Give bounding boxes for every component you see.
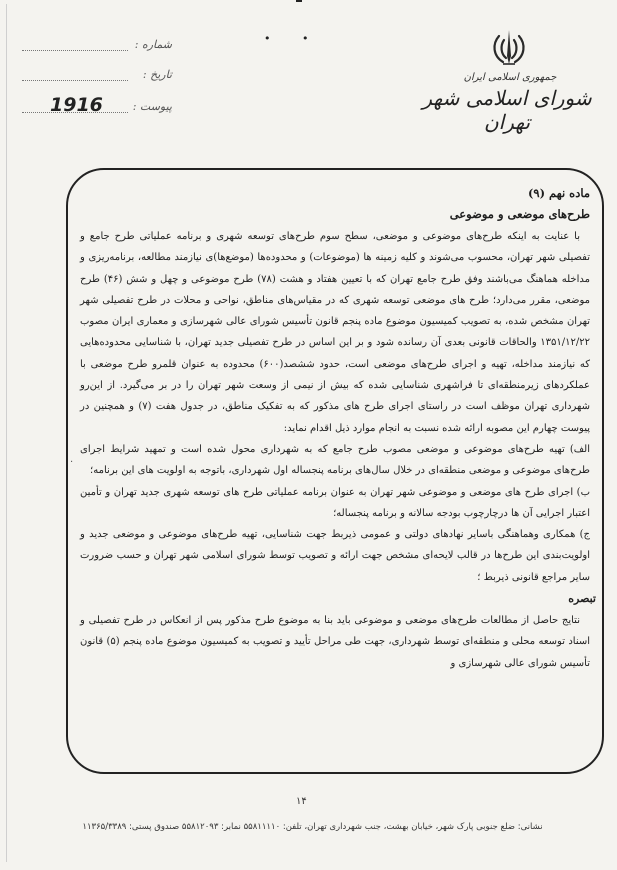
margin-mark: . bbox=[70, 454, 74, 465]
iran-emblem-icon bbox=[487, 26, 531, 70]
intro-paragraph: با عنایت به اینکه طرح‌های موضوعی و موضعی، سطح سوم طرح‌های توسعه شهری و برنامه عملیاتی طرح جامع و تفصیلی شهر تهران، محسوب می‌شوند و کلیه زمینه ها (موضوعات) و محدوده‌ها (موضع‌ها)ی نیازمند مطالعه، برنامه‌ریزی و مداخله هماهنگ می‌باشند وفق طرح جامع تهران که با تعیین هفتاد و هشت (۷۸) طرح موضوعی و چهل و شش (۴۶) طرح موضعی، مقرر می‌دارد؛ طرح های موضعی توسعه شهری که در مقیاس‌های مناطق، نواحی و محلات در طرح تفصیلی شهر تهران مشخص شده، به تصویب کمیسیون موضوع ماده پنجم قانون تأسیس شورای عالی شهرسازی و معماری ایران مصوب ۱۳۵۱/۱۲/۲۲ والحاقات قانونی بعدی آن رسانده شود و بر این اساس در طرح تفصیلی جدید تهران، با شناسایی محدوده‌هایی که نیازمند مداخله، تهیه و اجرای طرح‌های موضعی است، حدود ششصد(۶۰۰) محدوده به عنوان قلمرو طرح موضعی با عملکردهای زیرمنطقه‌ای تا فراشهری شناسایی شده که بیش از نیمی از وسعت شهر تهران را در بر می‌گیرد. از این‌رو شهرداری تهران موظف است در راستای اجرای طرح های مذکور که به تفکیک مناطق، در جدول هفت (۷) و همچنین در پیوست چهارم این مصوبه ارائه شده نسبت به انجام موارد ذیل اقدام نماید: bbox=[80, 231, 590, 434]
country-title: جمهوری اسلامی ایران bbox=[463, 72, 557, 83]
date-field bbox=[22, 68, 172, 88]
note-paragraph: نتایج حاصل از مطالعات طرح‌های موضعی و موضوعی باید بنا به موضوع طرح مذکور پس از انعکاس در طرح تفصیلی و اسناد توسعه محلی و منطقه‌ای توسط شهرداری، جهت طی مراحل تأیید و تصویب به کمیسیون موضوع ماده پنجم (۵) قانون تأسیس شورای عالی شهرسازی و bbox=[80, 615, 591, 669]
article-title: ماده نهم (۹) bbox=[527, 186, 590, 200]
article-body bbox=[80, 180, 596, 674]
ref-number-label: شماره : bbox=[134, 38, 172, 51]
decorative-dots: • • bbox=[264, 32, 323, 45]
footer-address: نشانی: ضلع جنوبی پارک شهر، خیابان بهشت، جنب شهرداری تهران، تلفن: ۵۵۸۱۱۱۱۰ نمابر: ۵۵۸۱۲۰۹۳ صندوق پستی: ۱۱۳۶۵/۳۳۸۹ bbox=[82, 822, 543, 832]
page-number: ۱۴ bbox=[296, 796, 307, 807]
item-b: ب) اجرای طرح های موضعی و موضوعی شهر تهران به عنوان برنامه عملیاتی طرح های توسعه شهری جدید تهران و تأمین اعتبار اجرایی آن ها درچارچوب بودجه سالانه و برنامه پنجساله؛ bbox=[80, 486, 590, 519]
ref-number-field bbox=[22, 38, 172, 58]
attachment-label: پیوست : bbox=[132, 100, 172, 113]
item-a: الف) تهیه طرح‌های موضوعی و موضعی مصوب طرح جامع که به شهرداری محول شده است و تمهید شرایط اجرای طرح‌های موضوعی و موضعی منطقه‌ای در خلال سال‌های برنامه پنجساله اول شهرداری، باتوجه به اولویت های این برنامه؛ bbox=[80, 443, 590, 477]
item-c: ج) همکاری وهماهنگی باسایر نهادهای دولتی و عمومی ذیربط جهت شناسایی، تهیه طرح‌های موضوعی و موضعی جدید و اولویت‌بندی این طرح‌ها در قالب لایحه‌ای مشخص جهت ارائه و تصویب توسط شورای اسلامی شهر تهران و حسب ضرورت سایر مراجع قانونی ذیربط ؛ bbox=[80, 529, 590, 583]
council-title: شورای اسلامی شهر تهران bbox=[422, 86, 592, 134]
note-title: تبصره bbox=[568, 592, 596, 606]
scan-mark bbox=[296, 0, 302, 2]
date-label: تاریخ : bbox=[142, 68, 172, 81]
attachment-value: 1916 bbox=[50, 94, 103, 116]
section-heading: طرح‌های موضعی و موضوعی bbox=[449, 207, 590, 221]
attachment-field bbox=[22, 94, 172, 120]
